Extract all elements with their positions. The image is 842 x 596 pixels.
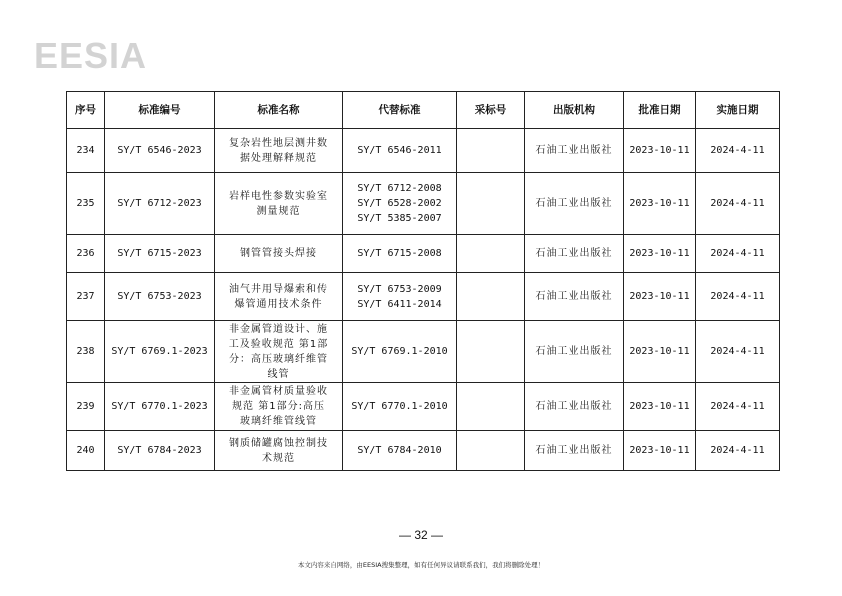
standard-name-cell-line: 分：高压玻璃纤维管 <box>229 353 328 365</box>
adopted-standard-cell <box>457 173 525 235</box>
replaced-standard-cell-line: SY/T 6784-2010 <box>357 445 442 456</box>
replaced-standard-cell <box>343 321 457 383</box>
approval-date-cell: 2023-10-11 <box>624 173 696 235</box>
adopted-standard-cell <box>457 431 525 471</box>
standard-name-cell-line: 工及验收规范 第1部 <box>228 338 329 350</box>
standard-name-cell-line: 线管 <box>267 368 290 380</box>
row-number-cell: 235 <box>67 173 105 235</box>
replaced-standard-cell-line: SY/T 6712-2008 <box>357 183 442 194</box>
publisher-cell: 石油工业出版社 <box>525 129 624 173</box>
standard-name-cell <box>215 321 343 383</box>
effective-date-cell: 2024-4-11 <box>696 129 780 173</box>
standard-name-cell <box>215 235 343 273</box>
standard-name-cell-line: 玻璃纤维管线管 <box>240 416 317 427</box>
standard-code-cell: SY/T 6784-2023 <box>105 431 215 471</box>
approval-date-cell: 2023-10-11 <box>624 383 696 431</box>
adopted-standard-cell <box>457 273 525 321</box>
standard-code-cell: SY/T 6769.1-2023 <box>105 321 215 383</box>
approval-date-cell: 2023-10-11 <box>624 321 696 383</box>
approval-date-cell: 2023-10-11 <box>624 431 696 471</box>
publisher-cell: 石油工业出版社 <box>525 383 624 431</box>
adopted-standard-cell <box>457 129 525 173</box>
standard-code-cell: SY/T 6770.1-2023 <box>105 383 215 431</box>
row-number-cell: 236 <box>67 235 105 273</box>
replaced-standard-cell-line: SY/T 6753-2009 <box>357 283 442 295</box>
row-number-cell: 240 <box>67 431 105 471</box>
column-header: 代替标准 <box>343 92 457 129</box>
replaced-standard-cell <box>343 173 457 235</box>
replaced-standard-cell <box>343 273 457 321</box>
standard-name-cell-line: 非金属管材质量验收 <box>229 386 328 397</box>
effective-date-cell: 2024-4-11 <box>696 431 780 471</box>
replaced-standard-cell-line: SY/T 6528-2002 <box>357 198 442 209</box>
standard-name-cell-line: 规范 第1部分:高压 <box>232 401 325 412</box>
replaced-standard-cell-line: SY/T 6546-2011 <box>357 145 442 156</box>
standard-name-cell-line: 据处理解释规范 <box>240 152 317 164</box>
row-number-cell: 234 <box>67 129 105 173</box>
row-number-cell: 238 <box>67 321 105 383</box>
eesia-watermark-logo: EESIA <box>34 35 148 76</box>
standard-name-cell <box>215 173 343 235</box>
effective-date-cell: 2024-4-11 <box>696 273 780 321</box>
publisher-cell: 石油工业出版社 <box>525 235 624 273</box>
standard-name-cell-line: 非金属管道设计、施 <box>229 323 328 335</box>
table-row <box>67 273 780 321</box>
table-row <box>67 129 780 173</box>
standards-table <box>66 91 780 471</box>
effective-date-cell: 2024-4-11 <box>696 235 780 273</box>
effective-date-cell: 2024-4-11 <box>696 173 780 235</box>
table-row <box>67 321 780 383</box>
table-header-row <box>67 92 780 129</box>
row-number-cell: 237 <box>67 273 105 321</box>
replaced-standard-cell-line: SY/T 6769.1-2010 <box>351 346 448 357</box>
approval-date-cell: 2023-10-11 <box>624 235 696 273</box>
standard-name-cell <box>215 383 343 431</box>
replaced-standard-cell <box>343 235 457 273</box>
replaced-standard-cell <box>343 129 457 173</box>
approval-date-cell: 2023-10-11 <box>624 273 696 321</box>
publisher-cell: 石油工业出版社 <box>525 321 624 383</box>
standard-name-cell <box>215 129 343 173</box>
standard-code-cell: SY/T 6715-2023 <box>105 235 215 273</box>
adopted-standard-cell <box>457 383 525 431</box>
standard-name-cell <box>215 431 343 471</box>
row-number-cell: 239 <box>67 383 105 431</box>
replaced-standard-cell <box>343 431 457 471</box>
standard-name-cell-line: 术规范 <box>262 452 295 464</box>
column-header: 采标号 <box>457 92 525 129</box>
standard-code-cell: SY/T 6753-2023 <box>105 273 215 321</box>
approval-date-cell: 2023-10-11 <box>624 129 696 173</box>
table-row <box>67 173 780 235</box>
column-header: 实施日期 <box>696 92 780 129</box>
adopted-standard-cell <box>457 235 525 273</box>
table-row <box>67 431 780 471</box>
footer-disclaimer: 本文内容来自网络，由EESIA搜集整理，如有任何异议请联系我们，我们将删除处理！ <box>297 561 545 569</box>
replaced-standard-cell-line: SY/T 5385-2007 <box>357 213 442 224</box>
standard-name-cell <box>215 273 343 321</box>
table-row <box>67 235 780 273</box>
column-header: 标准名称 <box>215 92 343 129</box>
replaced-standard-cell <box>343 383 457 431</box>
publisher-cell: 石油工业出版社 <box>525 273 624 321</box>
column-header: 批准日期 <box>624 92 696 129</box>
standard-name-cell-line: 测量规范 <box>256 205 301 217</box>
adopted-standard-cell <box>457 321 525 383</box>
page-number: — 32 — <box>398 528 443 542</box>
standard-name-cell-line: 钢管管接头焊接 <box>240 248 317 259</box>
standard-name-cell-line: 钢质储罐腐蚀控制技 <box>229 437 328 449</box>
table-body <box>67 129 780 471</box>
publisher-cell: 石油工业出版社 <box>525 431 624 471</box>
standard-name-cell-line: 岩样电性参数实验室 <box>229 190 328 202</box>
publisher-cell: 石油工业出版社 <box>525 173 624 235</box>
standard-code-cell: SY/T 6546-2023 <box>105 129 215 173</box>
replaced-standard-cell-line: SY/T 6411-2014 <box>357 298 442 310</box>
replaced-standard-cell-line: SY/T 6715-2008 <box>357 248 442 259</box>
standard-name-cell-line: 复杂岩性地层测井数 <box>229 137 328 149</box>
column-header: 出版机构 <box>525 92 624 129</box>
effective-date-cell: 2024-4-11 <box>696 383 780 431</box>
replaced-standard-cell-line: SY/T 6770.1-2010 <box>351 401 448 412</box>
column-header: 序号 <box>67 92 105 129</box>
standard-name-cell-line: 油气井用导爆索和传 <box>229 283 328 295</box>
effective-date-cell: 2024-4-11 <box>696 321 780 383</box>
column-header: 标准编号 <box>105 92 215 129</box>
standard-name-cell-line: 爆管通用技术条件 <box>234 298 323 310</box>
table-row <box>67 383 780 431</box>
standard-code-cell: SY/T 6712-2023 <box>105 173 215 235</box>
